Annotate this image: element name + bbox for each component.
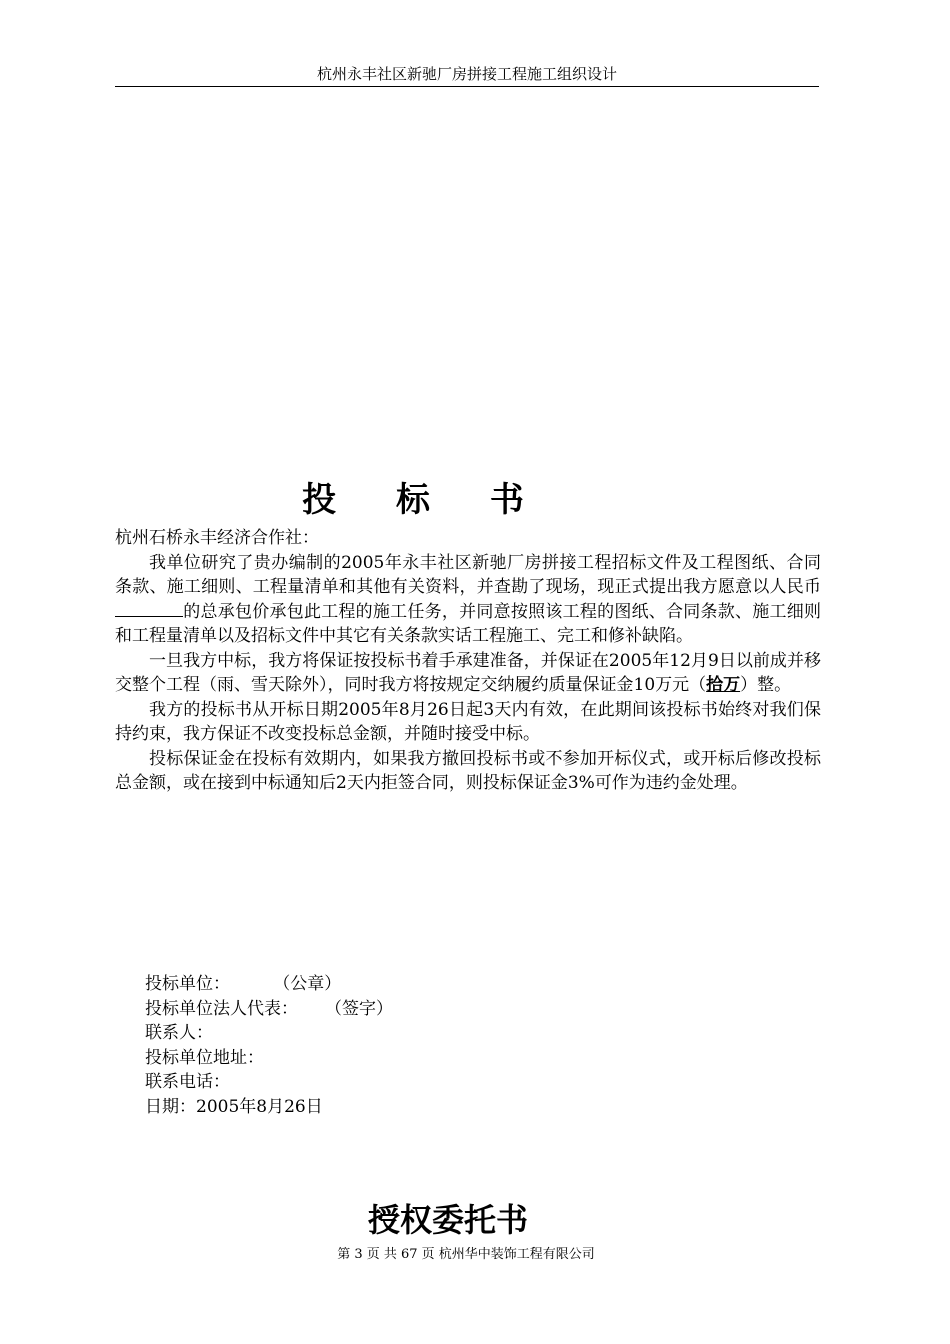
amount-blank xyxy=(115,600,183,617)
document-title: 投 标 书 xyxy=(302,480,548,520)
paragraph-1 xyxy=(115,551,821,649)
page-footer: 第 3 页 共 67 页 杭州华中装饰工程有限公司 xyxy=(337,1247,595,1262)
signature-unit: 投标单位： （公章） xyxy=(145,974,342,994)
signature-date: 日期：2005年8月26日 xyxy=(145,1096,323,1117)
paragraph-2 xyxy=(115,649,821,698)
addressee: 杭州石桥永丰经济合作社： xyxy=(115,528,319,548)
paragraph-1-text-b: 的总承包价承包此工程的施工任务，并同意按照该工程的图纸、合同条款、施工细则和工程量清单以及招标文件中其它有关条款实话工程施工、完工和修补缺陷。 xyxy=(115,601,821,646)
signature-legal-rep: 投标单位法人代表： （签字） xyxy=(145,998,394,1019)
paragraph-3: 我方的投标书从开标日期2005年8月26日起3天内有效，在此期间该投标书始终对我们保持约束，我方保证不改变投标总金额，并随时接受中标。 xyxy=(115,699,821,744)
signature-block xyxy=(145,972,745,1119)
document-body xyxy=(115,526,821,796)
paragraph-4: 投标保证金在投标有效期内，如果我方撤回投标书或不参加开标仪式，或开标后修改投标总金额，或在接到中标通知后2天内拒签合同，则投标保证金3%可作为违约金处理。 xyxy=(115,748,821,793)
page-header: 杭州永丰社区新驰厂房拼接工程施工组织设计 xyxy=(316,65,617,83)
next-section-title: 授权委托书 xyxy=(367,1201,528,1239)
paragraph-2-text-b: ）整。 xyxy=(740,675,792,695)
signature-contact: 联系人： xyxy=(145,1023,213,1043)
paragraph-2-text-a: 一旦我方中标，我方将保证按投标书着手承建准备，并保证在2005年12月9日以前成并移交整个工程（雨、雪天除外），同时我方将按规定交纳履约质量保证金10万元（ xyxy=(115,650,821,695)
guarantee-amount: 拾万 xyxy=(706,675,741,695)
header-rule xyxy=(115,86,819,87)
signature-phone: 联系电话： xyxy=(145,1072,230,1092)
paragraph-1-text-a: 我单位研究了贵办编制的2005年永丰社区新驰厂房拼接工程招标文件及工程图纸、合同条款、施工细则、工程量清单和其他有关资料，并查勘了现场，现正式提出我方愿意以人民币 xyxy=(115,552,821,597)
signature-address: 投标单位地址： xyxy=(145,1047,264,1068)
